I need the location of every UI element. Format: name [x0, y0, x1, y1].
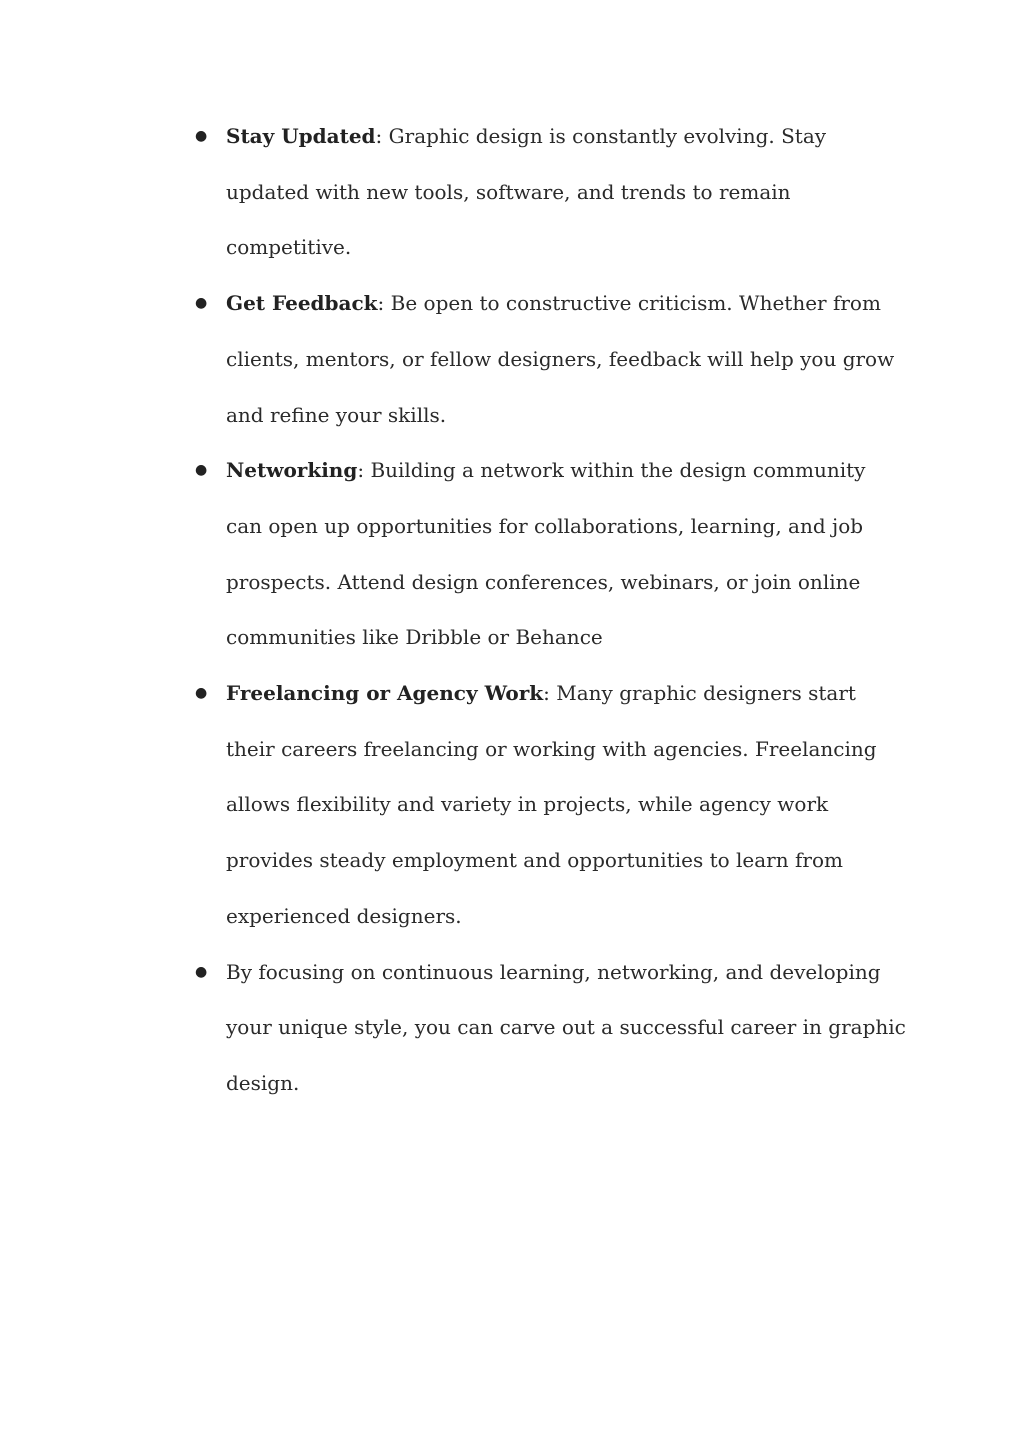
- item-term: Stay Updated: [226, 124, 376, 148]
- list-item-freelancing: [0, 666, 906, 945]
- list-item-conclusion: [0, 945, 906, 1112]
- item-text: Building a network within the design community can open up opportunities for collaborations, learning, and job prospects. Attend design conferences, webinars, or join online communities like Dribble or Behance: [226, 458, 866, 650]
- item-separator: :: [377, 291, 391, 316]
- item-separator: :: [543, 681, 557, 706]
- item-text: Many graphic designers start their careers freelancing or working with agencies. Freelancing allows flexibility and variety in projects, while agency work provides steady employment and opportunities to learn from experienced designers.: [226, 681, 877, 928]
- bullet-icon: ●: [195, 128, 208, 144]
- item-separator: :: [357, 458, 371, 483]
- item-text: Be open to constructive criticism. Whether from clients, mentors, or fellow designers, feedback will help you grow and refine your skills.: [226, 291, 895, 427]
- item-term: Get Feedback: [226, 291, 378, 316]
- bullet-icon: ●: [195, 685, 208, 702]
- list-item-networking: [0, 443, 906, 666]
- item-separator: :: [375, 124, 389, 148]
- item-text: By focusing on continuous learning, networking, and developing your unique style, you can carve out a successful career in graphic design.: [226, 959, 906, 1095]
- item-term: Networking: [226, 458, 358, 483]
- bullet-list: [0, 109, 1024, 1112]
- item-text: Graphic design is constantly evolving. Stay updated with new tools, software, and trends to remain competitive.: [226, 124, 827, 260]
- item-term: Freelancing or Agency Work: [226, 681, 544, 706]
- list-item-stay-updated: [0, 109, 906, 276]
- bullet-icon: ●: [195, 462, 208, 479]
- bullet-icon: ●: [195, 295, 208, 312]
- bullet-icon: ●: [195, 963, 208, 980]
- list-item-get-feedback: [0, 276, 906, 443]
